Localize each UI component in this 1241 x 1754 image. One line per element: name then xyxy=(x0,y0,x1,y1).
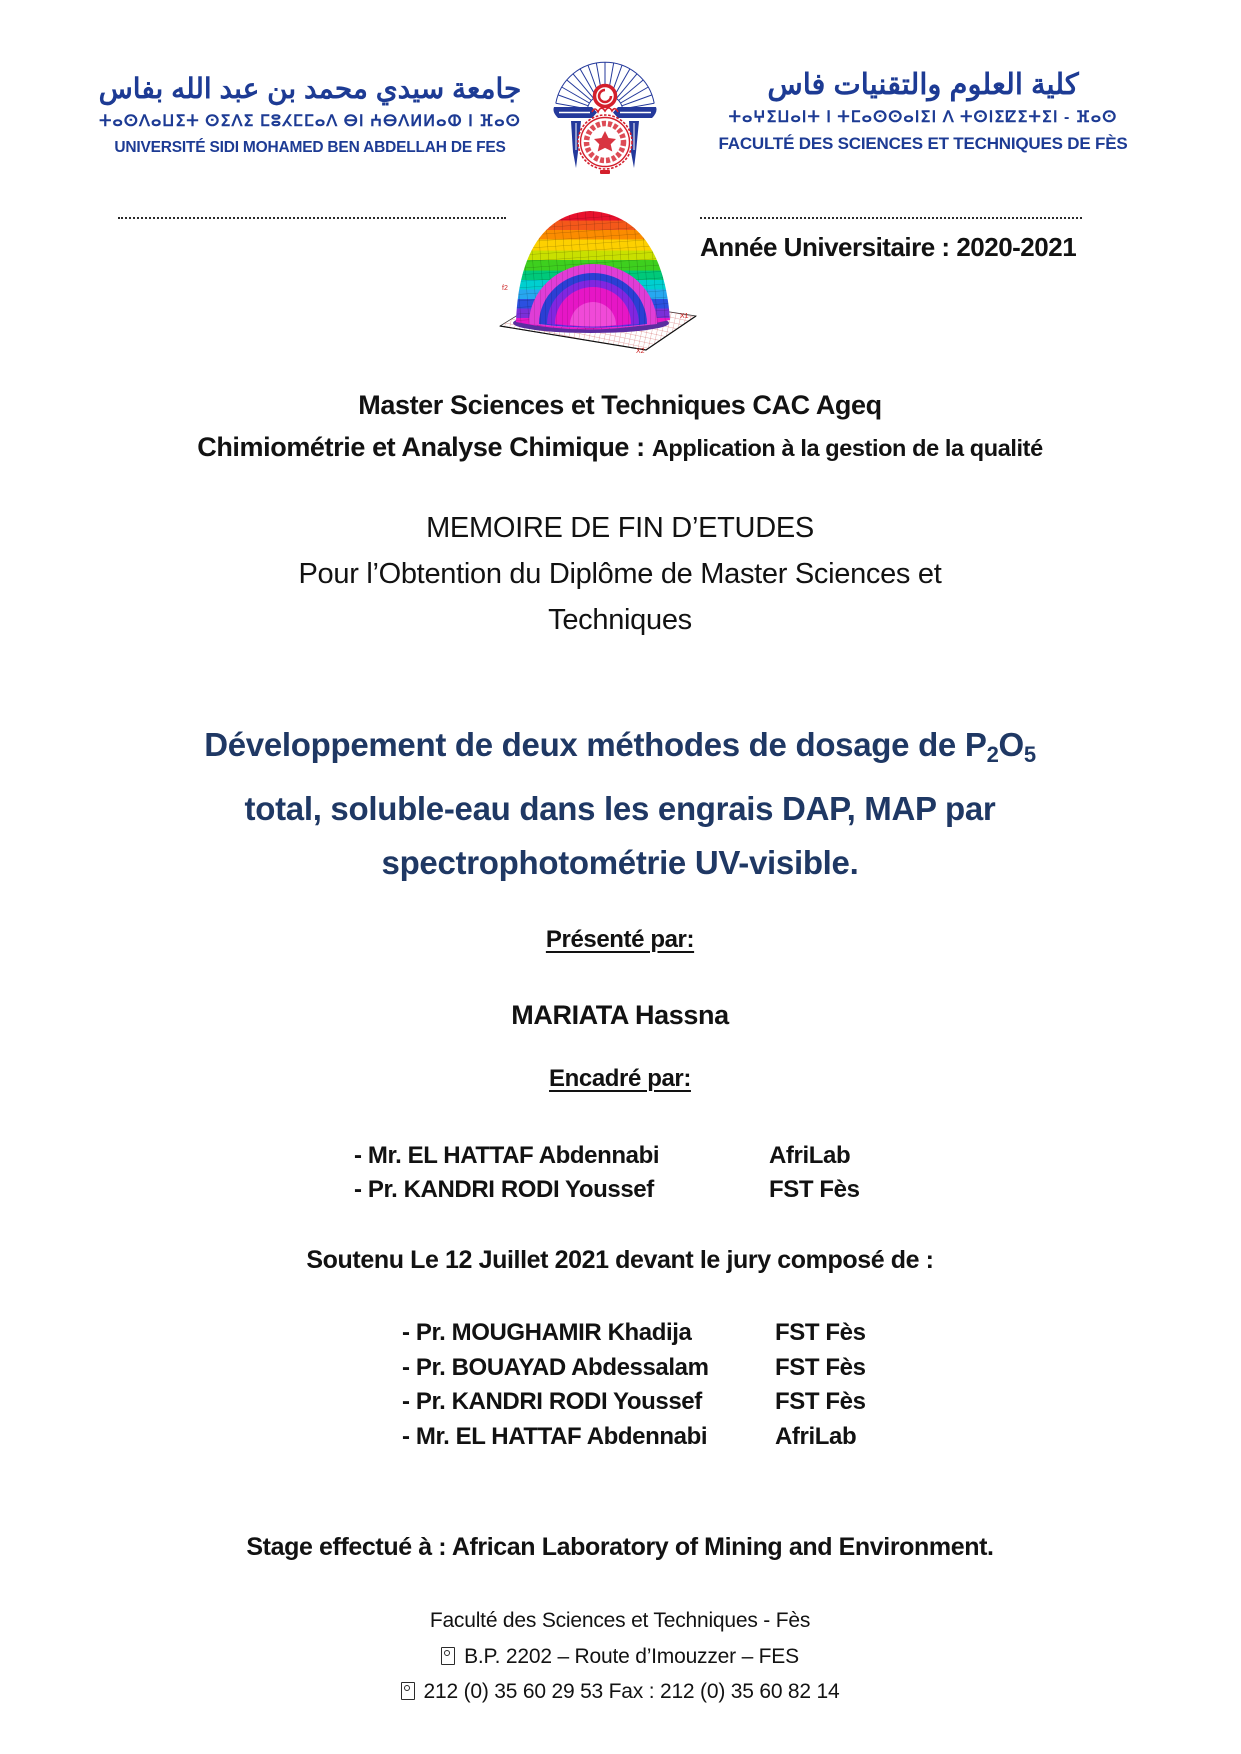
jury-member-org: AfriLab xyxy=(775,1422,857,1450)
supervisor-org: AfriLab xyxy=(769,1142,851,1169)
missing-glyph-icon xyxy=(401,1682,415,1700)
thesis-title-line1-text: Développement de deux méthodes de dosage de P xyxy=(204,726,987,763)
supervised-by-heading: Encadré par: xyxy=(549,1065,691,1092)
supervisor-name: - Pr. KANDRI RODI Youssef xyxy=(354,1176,654,1203)
program-block xyxy=(10,384,1230,469)
memoire-line1: MEMOIRE DE FIN D’ETUDES xyxy=(426,512,814,544)
university-emblem-icon xyxy=(550,50,660,190)
faculty-name-tifinagh: ⵜⴰⵖⵉⵡⴰⵏⵜ ⵏ ⵜⵎⴰⵙⵙⴰⵏⵉⵏ ⴷ ⵜⵙⵏⵉⵇⵉⵜⵉⵏ - ⴼⴰⵙ xyxy=(728,109,1118,126)
header-right-block xyxy=(675,66,1171,157)
author-name: MARIATA Hassna xyxy=(511,1000,729,1030)
missing-glyph-icon xyxy=(441,1647,455,1665)
program-subtitle-line xyxy=(10,426,1230,469)
memoire-line2: Pour l’Obtention du Diplôme de Master Sciences et xyxy=(298,558,942,590)
jury-row xyxy=(402,1351,866,1386)
plot-x-label: X1 xyxy=(680,313,689,320)
footer-address xyxy=(10,1639,1230,1675)
footer-phone xyxy=(10,1674,1230,1710)
jury-row xyxy=(402,1385,866,1420)
presented-by-heading: Présenté par: xyxy=(545,926,695,953)
university-name-tifinagh: ⵜⴰⵙⴷⴰⵡⵉⵜ ⵙⵉⴷⵉ ⵎⵓⵃⵎⵎⴰⴷ ⴱⵏ ⵄⴱⴷⵍⵍⴰⵀ ⵏ ⴼⴰⵙ xyxy=(99,113,521,130)
plot-z-label: f2 xyxy=(502,285,508,292)
memoire-block xyxy=(10,505,1230,643)
defense-intro: Soutenu Le 12 Juillet 2021 devant le jury composé de : xyxy=(306,1246,934,1274)
thesis-title xyxy=(10,718,1230,890)
internship-line: Stage effectué à : African Laboratory of Mining and Environment. xyxy=(246,1533,994,1561)
university-name-latin: UNIVERSITÉ SIDI MOHAMED BEN ABDELLAH DE FES xyxy=(114,139,506,156)
jury-member-name: - Pr. MOUGHAMIR Khadija xyxy=(402,1319,692,1346)
jury-member-name: - Mr. EL HATTAF Abdennabi xyxy=(402,1422,708,1450)
jury-member-name: - Pr. KANDRI RODI Youssef xyxy=(402,1388,702,1416)
memoire-line3: Techniques xyxy=(548,604,692,636)
jury-row xyxy=(402,1316,866,1351)
program-name: Master Sciences et Techniques CAC Ageq xyxy=(358,390,882,420)
thesis-title-line2: total, soluble-eau dans les engrais DAP, MAP par xyxy=(244,790,996,827)
thesis-title-sub2: 5 xyxy=(1023,742,1036,767)
faculty-name-arabic: كلية العلوم والتقنيات فاس xyxy=(767,69,1079,101)
header-left-block xyxy=(70,70,550,161)
jury-member-org: FST Fès xyxy=(775,1388,866,1416)
supervisor-row xyxy=(354,1139,860,1173)
supervisors-list xyxy=(354,1139,860,1207)
supervisor-name: - Mr. EL HATTAF Abdennabi xyxy=(354,1142,660,1169)
dotted-divider-right xyxy=(700,217,1082,219)
footer-phone-text: 212 (0) 35 60 29 53 Fax : 212 (0) 35 60 82 14 xyxy=(423,1680,840,1703)
footer-address-text: B.P. 2202 – Route d’Imouzzer – FES xyxy=(464,1644,799,1668)
jury-member-org: FST Fès xyxy=(775,1319,866,1346)
thesis-title-line1 xyxy=(10,718,1230,782)
academic-year-label: Année Universitaire : 2020-2021 xyxy=(700,232,1077,262)
faculty-name-latin: FACULTÉ DES SCIENCES ET TECHNIQUES DE FÈS xyxy=(718,134,1128,153)
university-name-arabic: جامعة سيدي محمد بن عبد الله بفاس xyxy=(98,73,522,104)
supervisor-row xyxy=(354,1173,860,1207)
jury-list xyxy=(402,1316,866,1454)
response-surface-plot xyxy=(496,198,700,354)
thesis-title-line3: spectrophotométrie UV-visible. xyxy=(381,844,859,881)
supervisor-org: FST Fès xyxy=(769,1176,860,1203)
jury-member-name: - Pr. BOUAYAD Abdessalam xyxy=(402,1353,709,1381)
footer-block xyxy=(10,1603,1230,1710)
jury-member-org: FST Fès xyxy=(775,1353,866,1381)
program-subtitle-detail: Application à la gestion de la qualité xyxy=(651,435,1043,461)
thesis-title-sub1: 2 xyxy=(986,742,999,767)
plot-y-label: X2 xyxy=(636,348,645,354)
jury-row xyxy=(402,1420,866,1455)
thesis-title-mid: O xyxy=(998,726,1024,763)
dotted-divider-left xyxy=(118,217,506,219)
program-subtitle-main: Chimiométrie et Analyse Chimique : xyxy=(197,432,652,462)
footer-institution: Faculté des Sciences et Techniques - Fès xyxy=(429,1609,811,1632)
